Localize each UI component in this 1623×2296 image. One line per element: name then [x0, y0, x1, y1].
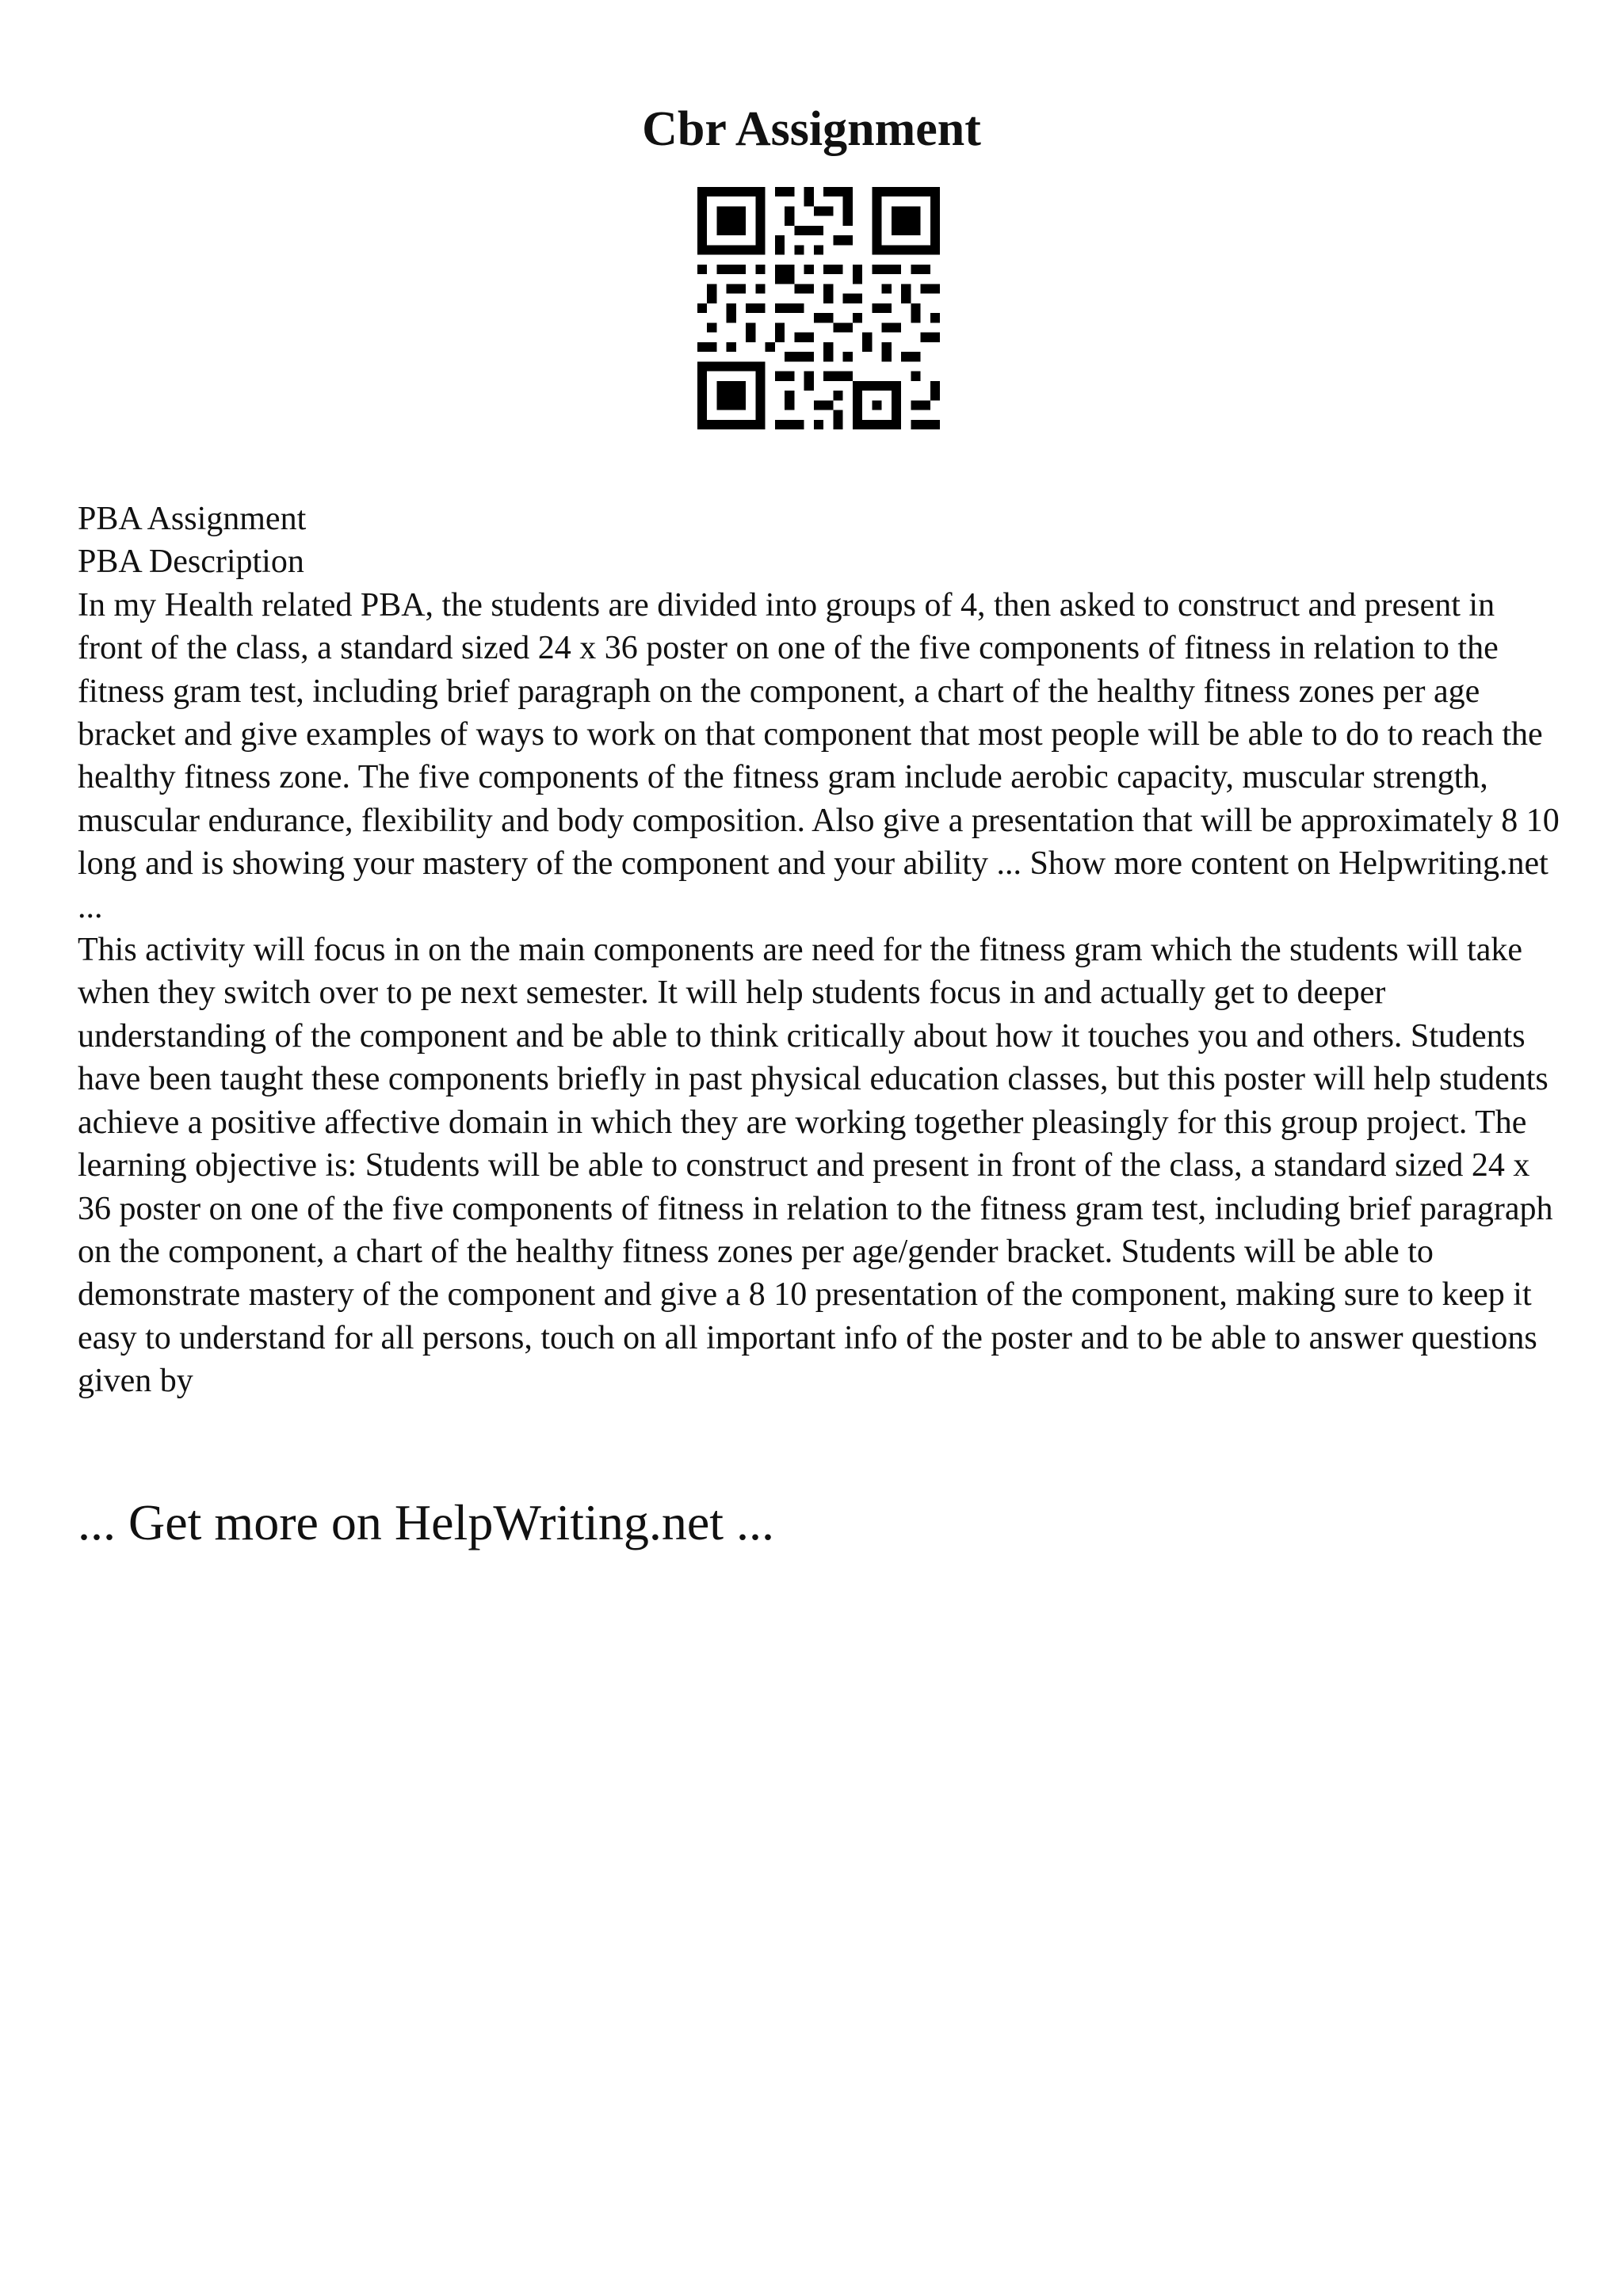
get-more-link[interactable]: ... Get more on HelpWriting.net ...: [78, 1494, 774, 1550]
heading-pba-assignment: PBA Assignment: [78, 501, 307, 537]
paragraph-pba-description: In my Health related PBA, the students are divided into groups of 4, then asked to construct and present in front of the class, a standard sized 24 x 36 poster on one of the five components of fitness in relation to the fitness gram test, including brief paragraph on the component, a chart of the healthy fitness zones per age bracket and give examples of ways to work on that component that most people will be able to do to reach the healthy fitness zone. The five components of the fitness gram include aerobic capacity, muscular strength, muscular endurance, flexibility and body composition. Also give a presentation that will be approximately 8 10 long and is showing your mastery of the component and your ability ... Show more content on Helpwriting.net ...: [78, 586, 1560, 925]
document-body: [78, 498, 1568, 1403]
page-title: Cbr Assignment: [642, 102, 981, 156]
qr-code-icon: [697, 187, 940, 429]
heading-pba-description: PBA Description: [78, 543, 304, 581]
paragraph-activity-focus: This activity will focus in on the main components are need for the fitness gram which the students will take when they switch over to pe next semester. It will help students focus in and actually get to deeper understanding of the component and be able to think critically about how it touches you and others. Students have been taught these components briefly in past physical education classes, but this poster will help students achieve a positive affective domain in which they are working together pleasingly for this group project. The learning objective is: Students will be able to construct and present in front of the class, a standard sized 24 x 36 poster on one of the five components of fitness in relation to the fitness gram test, including brief paragraph on the component, a chart of the healthy fitness zones per age/gender bracket. Students will be able to demonstrate mastery of the component and give a 8 10 presentation of the component, making sure to keep it easy to understand for all persons, touch on all important info of the poster and to be able to answer questions given by: [78, 932, 1553, 1400]
